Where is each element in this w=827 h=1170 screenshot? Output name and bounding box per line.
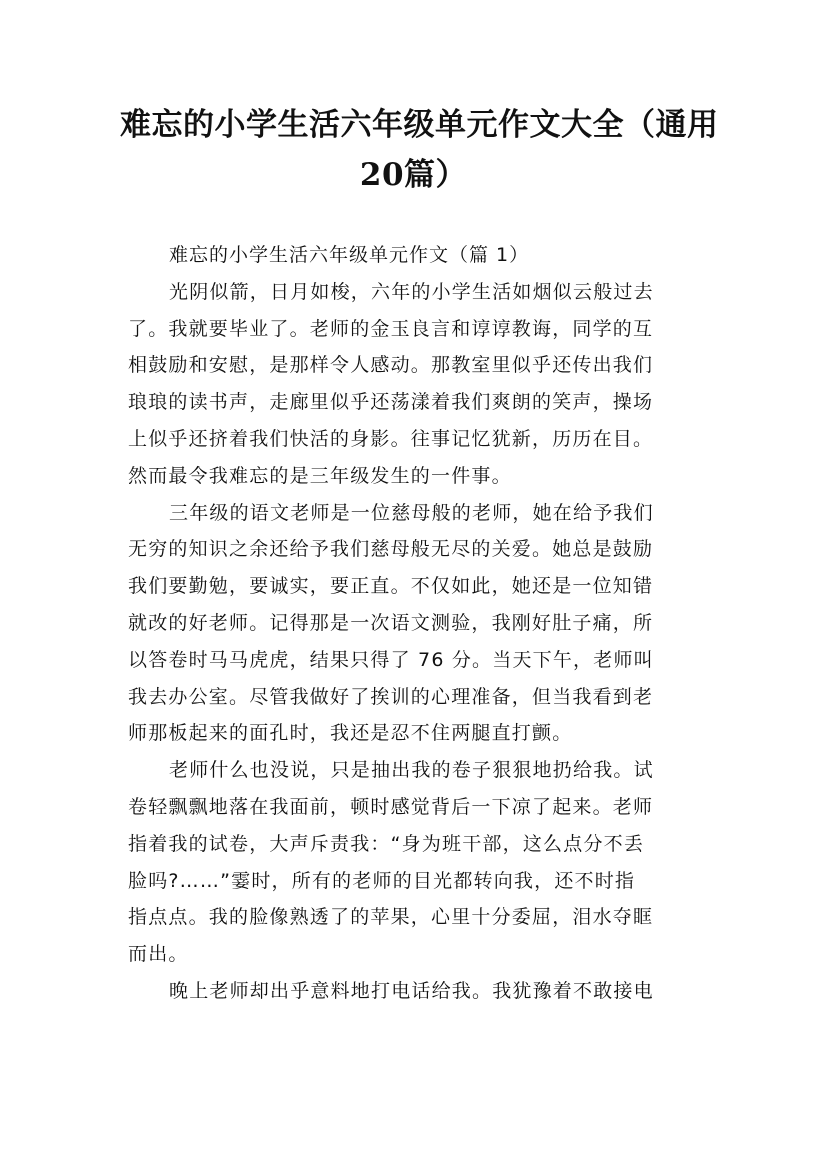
paragraph-2 — [128, 495, 708, 753]
paragraph-line: 指点点。我的脸像熟透了的苹果，心里十分委屈，泪水夺眶 — [128, 906, 654, 929]
paragraph-line: 就改的好老师。记得那是一次语文测验，我刚好肚子痛，所 — [128, 611, 654, 634]
paragraph-line: 相鼓励和安慰，是那样令人感动。那教室里似乎还传出我们 — [128, 354, 654, 377]
paragraph-line: 而出。 — [128, 943, 189, 966]
paragraph-line: 指着我的试卷，大声斥责我：“身为班干部，这么点分不丢 — [128, 832, 645, 855]
paragraph-3 — [128, 752, 708, 973]
paragraph-line: 三年级的语文老师是一位慈母般的老师，她在给予我们 — [169, 501, 654, 524]
paragraph-line: 老师什么也没说，只是抽出我的卷子狠狠地扔给我。试 — [169, 759, 654, 782]
title-line-2: 20篇） — [359, 157, 468, 193]
paragraph-line: 晚上老师却出乎意料地打电话给我。我犹豫着不敢接电 — [169, 979, 654, 1002]
document-body — [128, 237, 708, 1010]
paragraph-4 — [128, 973, 708, 1010]
paragraph-line: 我们要勤勉，要诚实，要正直。不仅如此，她还是一位知错 — [128, 575, 654, 598]
paragraph-line: 上似乎还挤着我们快活的身影。往事记忆犹新，历历在目。 — [128, 427, 654, 450]
paragraph-line: 以答卷时马马虎虎，结果只得了 76 分。当天下午，老师叫 — [128, 648, 654, 671]
paragraph-line: 师那板起来的面孔时，我还是忍不住两腿直打颤。 — [128, 722, 573, 745]
paragraph-line: 无穷的知识之余还给予我们慈母般无尽的关爱。她总是鼓励 — [128, 538, 654, 561]
paragraph-line: 琅琅的读书声，走廊里似乎还荡漾着我们爽朗的笑声，操场 — [128, 391, 654, 414]
paragraph-1 — [128, 274, 708, 495]
paragraph-line: 了。我就要毕业了。老师的金玉良言和谆谆教诲，同学的互 — [128, 317, 654, 340]
section-heading: 难忘的小学生活六年级单元作文（篇 1） — [169, 244, 530, 266]
paragraph-line: 我去办公室。尽管我做好了挨训的心理准备，但当我看到老 — [128, 685, 654, 708]
paragraph-line: 然而最令我难忘的是三年级发生的一件事。 — [128, 464, 512, 487]
title-line-1: 难忘的小学生活六年级单元作文大全（通用 — [120, 107, 719, 143]
paragraph-line: 脸吗?……”霎时，所有的老师的目光都转向我，还不时指 — [128, 869, 636, 892]
paragraph-line: 卷轻飘飘地落在我面前，顿时感觉背后一下凉了起来。老师 — [128, 795, 654, 818]
document-title — [120, 100, 719, 200]
paragraph-line: 光阴似箭，日月如梭，六年的小学生活如烟似云般过去 — [169, 280, 654, 303]
